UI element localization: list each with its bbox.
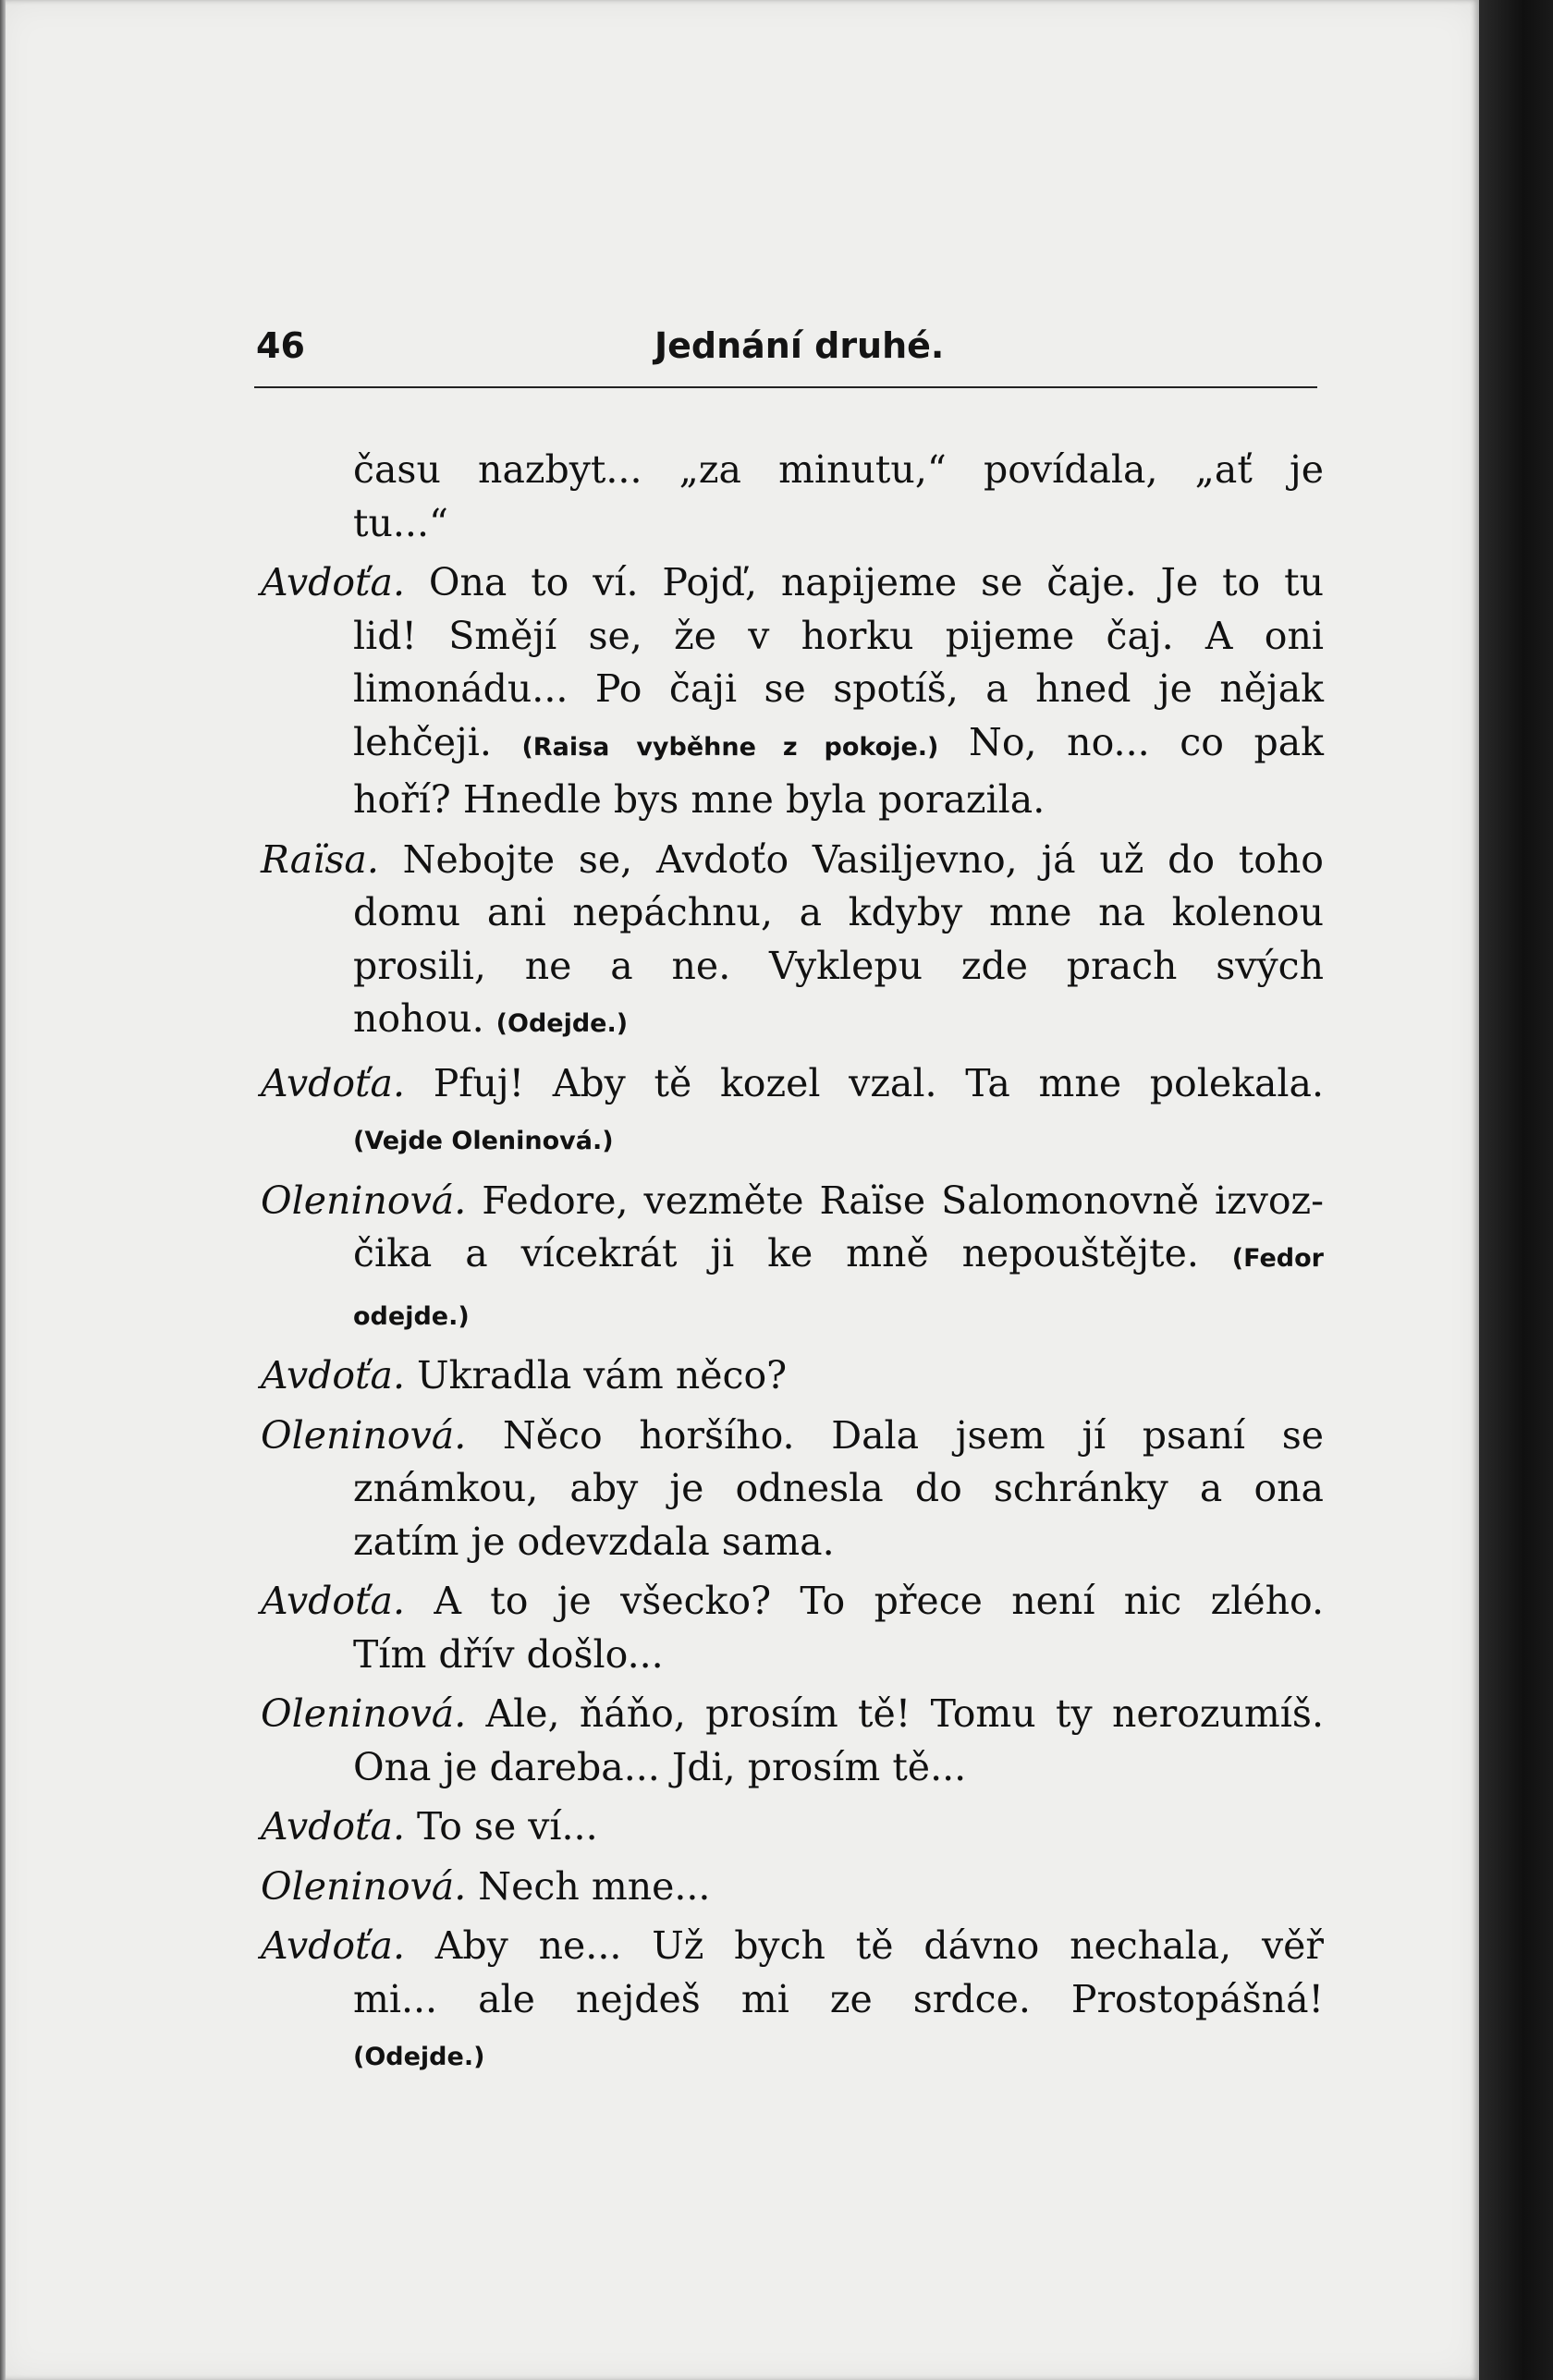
speaker-name: Oleninová. <box>261 1691 467 1736</box>
text-line: zatím je odevzdala sama. <box>353 1519 835 1564</box>
page-edge-shadow <box>1479 0 1553 2380</box>
text-line <box>261 1349 1324 1403</box>
text-line <box>261 1800 1324 1854</box>
text-line: Tím dřív došlo... <box>353 1631 664 1677</box>
play-text <box>261 444 1324 2091</box>
speech-oleninova-4 <box>261 1861 1324 1914</box>
speaker-name: Oleninová. <box>261 1178 467 1223</box>
text-line: mi... ale nejdeš mi ze srdce. Prostopášná! <box>353 1976 1324 2021</box>
speaker-name: Avdoťa. <box>261 1923 405 1968</box>
speech-oleninova-1 <box>261 1175 1324 1344</box>
text-line <box>261 1175 1324 1228</box>
speech-avdota-5 <box>261 1800 1324 1854</box>
text-line <box>261 556 1324 610</box>
speech-text: Aby ne... Už bych tě dávno nechala, věř <box>405 1923 1324 1968</box>
speech-text: Nech mne... <box>466 1863 711 1909</box>
speech-text: Ale, ňáňo, prosím tě! Tomu ty nerozumíš. <box>466 1691 1324 1736</box>
speaker-name: Avdoťa. <box>261 1804 405 1849</box>
stage-direction: (Raisa vyběhne z pokoje.) <box>521 732 939 762</box>
text-line: času nazbyt... „za minutu,“ povídala, „ať je <box>353 447 1324 492</box>
text-line <box>261 1410 1324 1463</box>
stage-direction: (Fedor <box>1231 1244 1324 1273</box>
speaker-name: Raïsa. <box>261 836 379 882</box>
text-line <box>261 1920 1324 1973</box>
speech-text: A to je všecko? To přece není nic zlého. <box>405 1579 1324 1623</box>
speech-text: Ona to ví. Pojď, napijeme se čaje. Je to tu <box>405 560 1324 604</box>
text-line <box>261 834 1324 887</box>
speaker-name: Oleninová. <box>261 1863 467 1909</box>
speech-text: Nebojte se, Avdoťo Vasiljevno, já už do toho <box>378 836 1324 882</box>
text-line: známkou, aby je odnesla do schránky a ona <box>353 1466 1324 1510</box>
speaker-name: Oleninová. <box>261 1412 467 1458</box>
speech-text: Něco horšího. Dala jsem jí psaní se <box>466 1412 1324 1458</box>
stage-direction: odejde.) <box>353 1301 470 1331</box>
text-line: tu...“ <box>353 500 448 545</box>
speaker-name: Avdoťa. <box>261 1579 405 1623</box>
page-gutter <box>0 0 6 2380</box>
text-line <box>261 1861 1324 1914</box>
stage-direction: (Odejde.) <box>495 1009 629 1038</box>
header-rule <box>254 386 1317 388</box>
stage-direction: (Odejde.) <box>353 2043 485 2071</box>
speech-avdota-6 <box>261 1920 1324 2084</box>
speaker-name: Avdoťa. <box>261 1353 405 1397</box>
text-line <box>261 1286 1324 1344</box>
text-line: lid! Smějí se, že v horku pijeme čaj. A oni <box>353 613 1324 658</box>
text-line <box>261 1057 1324 1111</box>
speech-text: No, no... co pak <box>938 719 1325 764</box>
text-line <box>261 1575 1324 1629</box>
text-line: prosili, ne a ne. Vyklepu zde prach svých <box>353 943 1324 988</box>
text-line: domu ani nepáchnu, a kdyby mne na kolenou <box>353 890 1324 934</box>
speech-oleninova-3 <box>261 1688 1324 1794</box>
speech-text: Fedore, vezměte Raïse Salomonovně izvoz- <box>466 1178 1324 1223</box>
text-line <box>261 716 1324 775</box>
speech-text: čika a vícekrát ji ke mně nepouštějte. <box>353 1231 1232 1275</box>
speech-text: To se ví... <box>405 1804 598 1849</box>
speech-raisa <box>261 834 1324 1051</box>
speaker-name: Avdoťa. <box>261 560 405 604</box>
page-number: 46 <box>256 325 305 366</box>
speech-avdota-3 <box>261 1349 1324 1403</box>
text-line: limonádu... Po čaji se spotíš, a hned je nějak <box>353 666 1324 711</box>
running-head: Jednání druhé. <box>654 325 945 366</box>
text-line <box>261 1227 1324 1286</box>
text-line <box>261 993 1324 1051</box>
text-line: hoří? Hnedle bys mne byla porazila. <box>353 777 1046 822</box>
speech-avdota-1 <box>261 556 1324 827</box>
speech-continuation <box>261 444 1324 550</box>
text-line <box>261 1688 1324 1741</box>
speech-text: nohou. <box>353 996 496 1041</box>
speech-avdota-2 <box>261 1057 1324 1168</box>
speaker-name: Avdoťa. <box>261 1060 405 1105</box>
speech-text: Pfuj! Aby tě kozel vzal. Ta mne polekala. <box>405 1060 1324 1105</box>
text-line <box>261 1110 1324 1168</box>
speech-oleninova-2 <box>261 1410 1324 1569</box>
speech-avdota-4 <box>261 1575 1324 1681</box>
speech-text: Ukradla vám něco? <box>405 1353 788 1397</box>
speech-text: lehčeji. <box>353 719 522 764</box>
text-line: Ona je dareba... Jdi, prosím tě... <box>353 1744 967 1789</box>
page-header <box>254 325 1331 377</box>
text-line <box>261 2026 1324 2084</box>
stage-direction: (Vejde Oleninová.) <box>353 1127 614 1155</box>
